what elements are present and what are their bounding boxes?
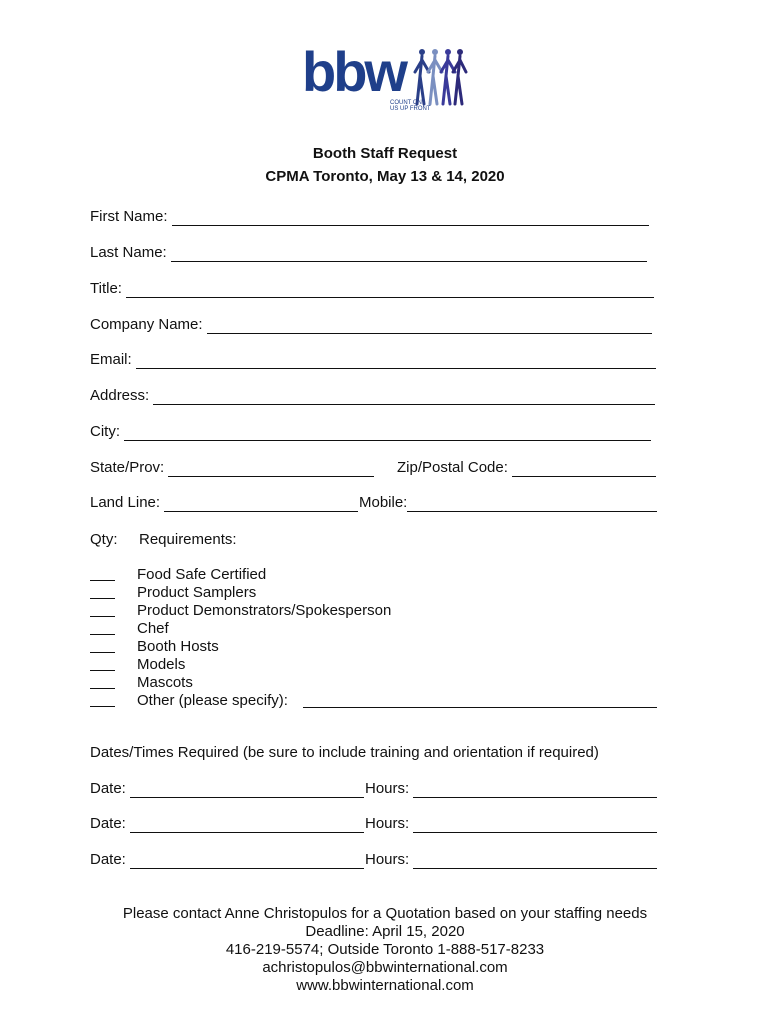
- qty-blank[interactable]: [90, 566, 115, 581]
- requirement-item: [90, 566, 267, 583]
- first-name-field[interactable]: [172, 210, 649, 226]
- mobile-label: Mobile:: [359, 494, 408, 511]
- zip-label: Zip/Postal Code:: [397, 459, 508, 476]
- requirement-label: Food Safe Certified: [137, 566, 267, 583]
- requirement-label: Models: [137, 656, 186, 673]
- date-label: Date:: [90, 851, 126, 868]
- requirement-item: [90, 692, 288, 709]
- requirement-label: Other (please specify):: [137, 692, 288, 709]
- qty-blank[interactable]: [90, 692, 115, 707]
- city-field[interactable]: [124, 425, 651, 441]
- title-field[interactable]: [126, 282, 654, 298]
- land-line-field[interactable]: [164, 496, 358, 512]
- hours-field[interactable]: [413, 853, 657, 869]
- hours-label: Hours:: [365, 780, 410, 797]
- zip-field[interactable]: [512, 461, 656, 477]
- company-field[interactable]: [207, 318, 652, 334]
- deadline-text: Deadline: April 15, 2020: [305, 923, 465, 940]
- email-label: Email:: [90, 351, 132, 368]
- hours-label: Hours:: [365, 851, 410, 868]
- hours-row: [365, 851, 657, 869]
- date-field[interactable]: [130, 853, 364, 869]
- zip-row: [397, 459, 656, 477]
- first-name-row: [90, 208, 649, 226]
- people-figures-icon: [412, 46, 468, 112]
- phone-numbers: 416-219-5574; Outside Toronto 1-888-517-8233: [225, 941, 545, 958]
- date-field[interactable]: [130, 782, 364, 798]
- logo-wordmark: bbw: [302, 40, 405, 103]
- requirement-item: [90, 638, 219, 655]
- requirement-label: Chef: [137, 620, 169, 637]
- hours-row: [365, 815, 657, 833]
- requirement-label: Product Samplers: [137, 584, 257, 601]
- requirement-item: [90, 656, 186, 673]
- qty-blank[interactable]: [90, 602, 115, 617]
- date-field[interactable]: [130, 817, 364, 833]
- title-label: Title:: [90, 280, 122, 297]
- mobile-field[interactable]: [407, 496, 657, 512]
- last-name-row: [90, 244, 647, 262]
- first-name-label: First Name:: [90, 208, 168, 225]
- qty-blank[interactable]: [90, 620, 115, 635]
- hours-row: [365, 780, 657, 798]
- qty-blank[interactable]: [90, 674, 115, 689]
- requirement-item: [90, 602, 392, 619]
- company-row: [90, 316, 652, 334]
- requirement-item: [90, 674, 193, 691]
- date-row: [90, 851, 364, 869]
- dates-header: Dates/Times Required (be sure to include training and orientation if required): [90, 744, 599, 761]
- qty-blank[interactable]: [90, 656, 115, 671]
- form-title: Booth Staff Request: [312, 145, 458, 162]
- company-label: Company Name:: [90, 316, 203, 333]
- requirement-item: [90, 620, 169, 637]
- contact-email: achristopulos@bbwinternational.com: [262, 959, 508, 976]
- state-field[interactable]: [168, 461, 374, 477]
- date-row: [90, 780, 364, 798]
- email-field[interactable]: [136, 353, 656, 369]
- other-specify-field[interactable]: [303, 692, 657, 708]
- contact-instructions: Please contact Anne Christopulos for a Quotation based on your staffing needs: [122, 905, 648, 922]
- mobile-row: [359, 494, 657, 512]
- company-logo: [302, 40, 468, 116]
- state-row: [90, 459, 374, 477]
- hours-label: Hours:: [365, 815, 410, 832]
- hours-field[interactable]: [413, 817, 657, 833]
- requirement-label: Mascots: [137, 674, 193, 691]
- address-field[interactable]: [153, 389, 655, 405]
- other-specify-row: [303, 692, 657, 708]
- event-subtitle: CPMA Toronto, May 13 & 14, 2020: [265, 168, 505, 185]
- qty-label: Qty:: [90, 531, 118, 548]
- logo-tagline: COUNT ON US UP FRONT: [390, 100, 431, 112]
- state-label: State/Prov:: [90, 459, 165, 476]
- city-label: City:: [90, 423, 120, 440]
- requirement-item: [90, 584, 257, 601]
- date-row: [90, 815, 364, 833]
- requirement-label: Booth Hosts: [137, 638, 219, 655]
- address-label: Address:: [90, 387, 150, 404]
- title-row: [90, 280, 654, 298]
- land-line-row: [90, 494, 358, 512]
- date-label: Date:: [90, 815, 126, 832]
- requirements-header: Requirements:: [139, 531, 237, 548]
- date-label: Date:: [90, 780, 126, 797]
- last-name-field[interactable]: [171, 246, 647, 262]
- requirement-label: Product Demonstrators/Spokesperson: [137, 602, 392, 619]
- city-row: [90, 423, 651, 441]
- last-name-label: Last Name:: [90, 244, 167, 261]
- email-row: [90, 351, 656, 369]
- land-line-label: Land Line:: [90, 494, 161, 511]
- qty-blank[interactable]: [90, 638, 115, 653]
- website-link[interactable]: www.bbwinternational.com: [296, 977, 474, 994]
- hours-field[interactable]: [413, 782, 657, 798]
- qty-blank[interactable]: [90, 584, 115, 599]
- address-row: [90, 387, 655, 405]
